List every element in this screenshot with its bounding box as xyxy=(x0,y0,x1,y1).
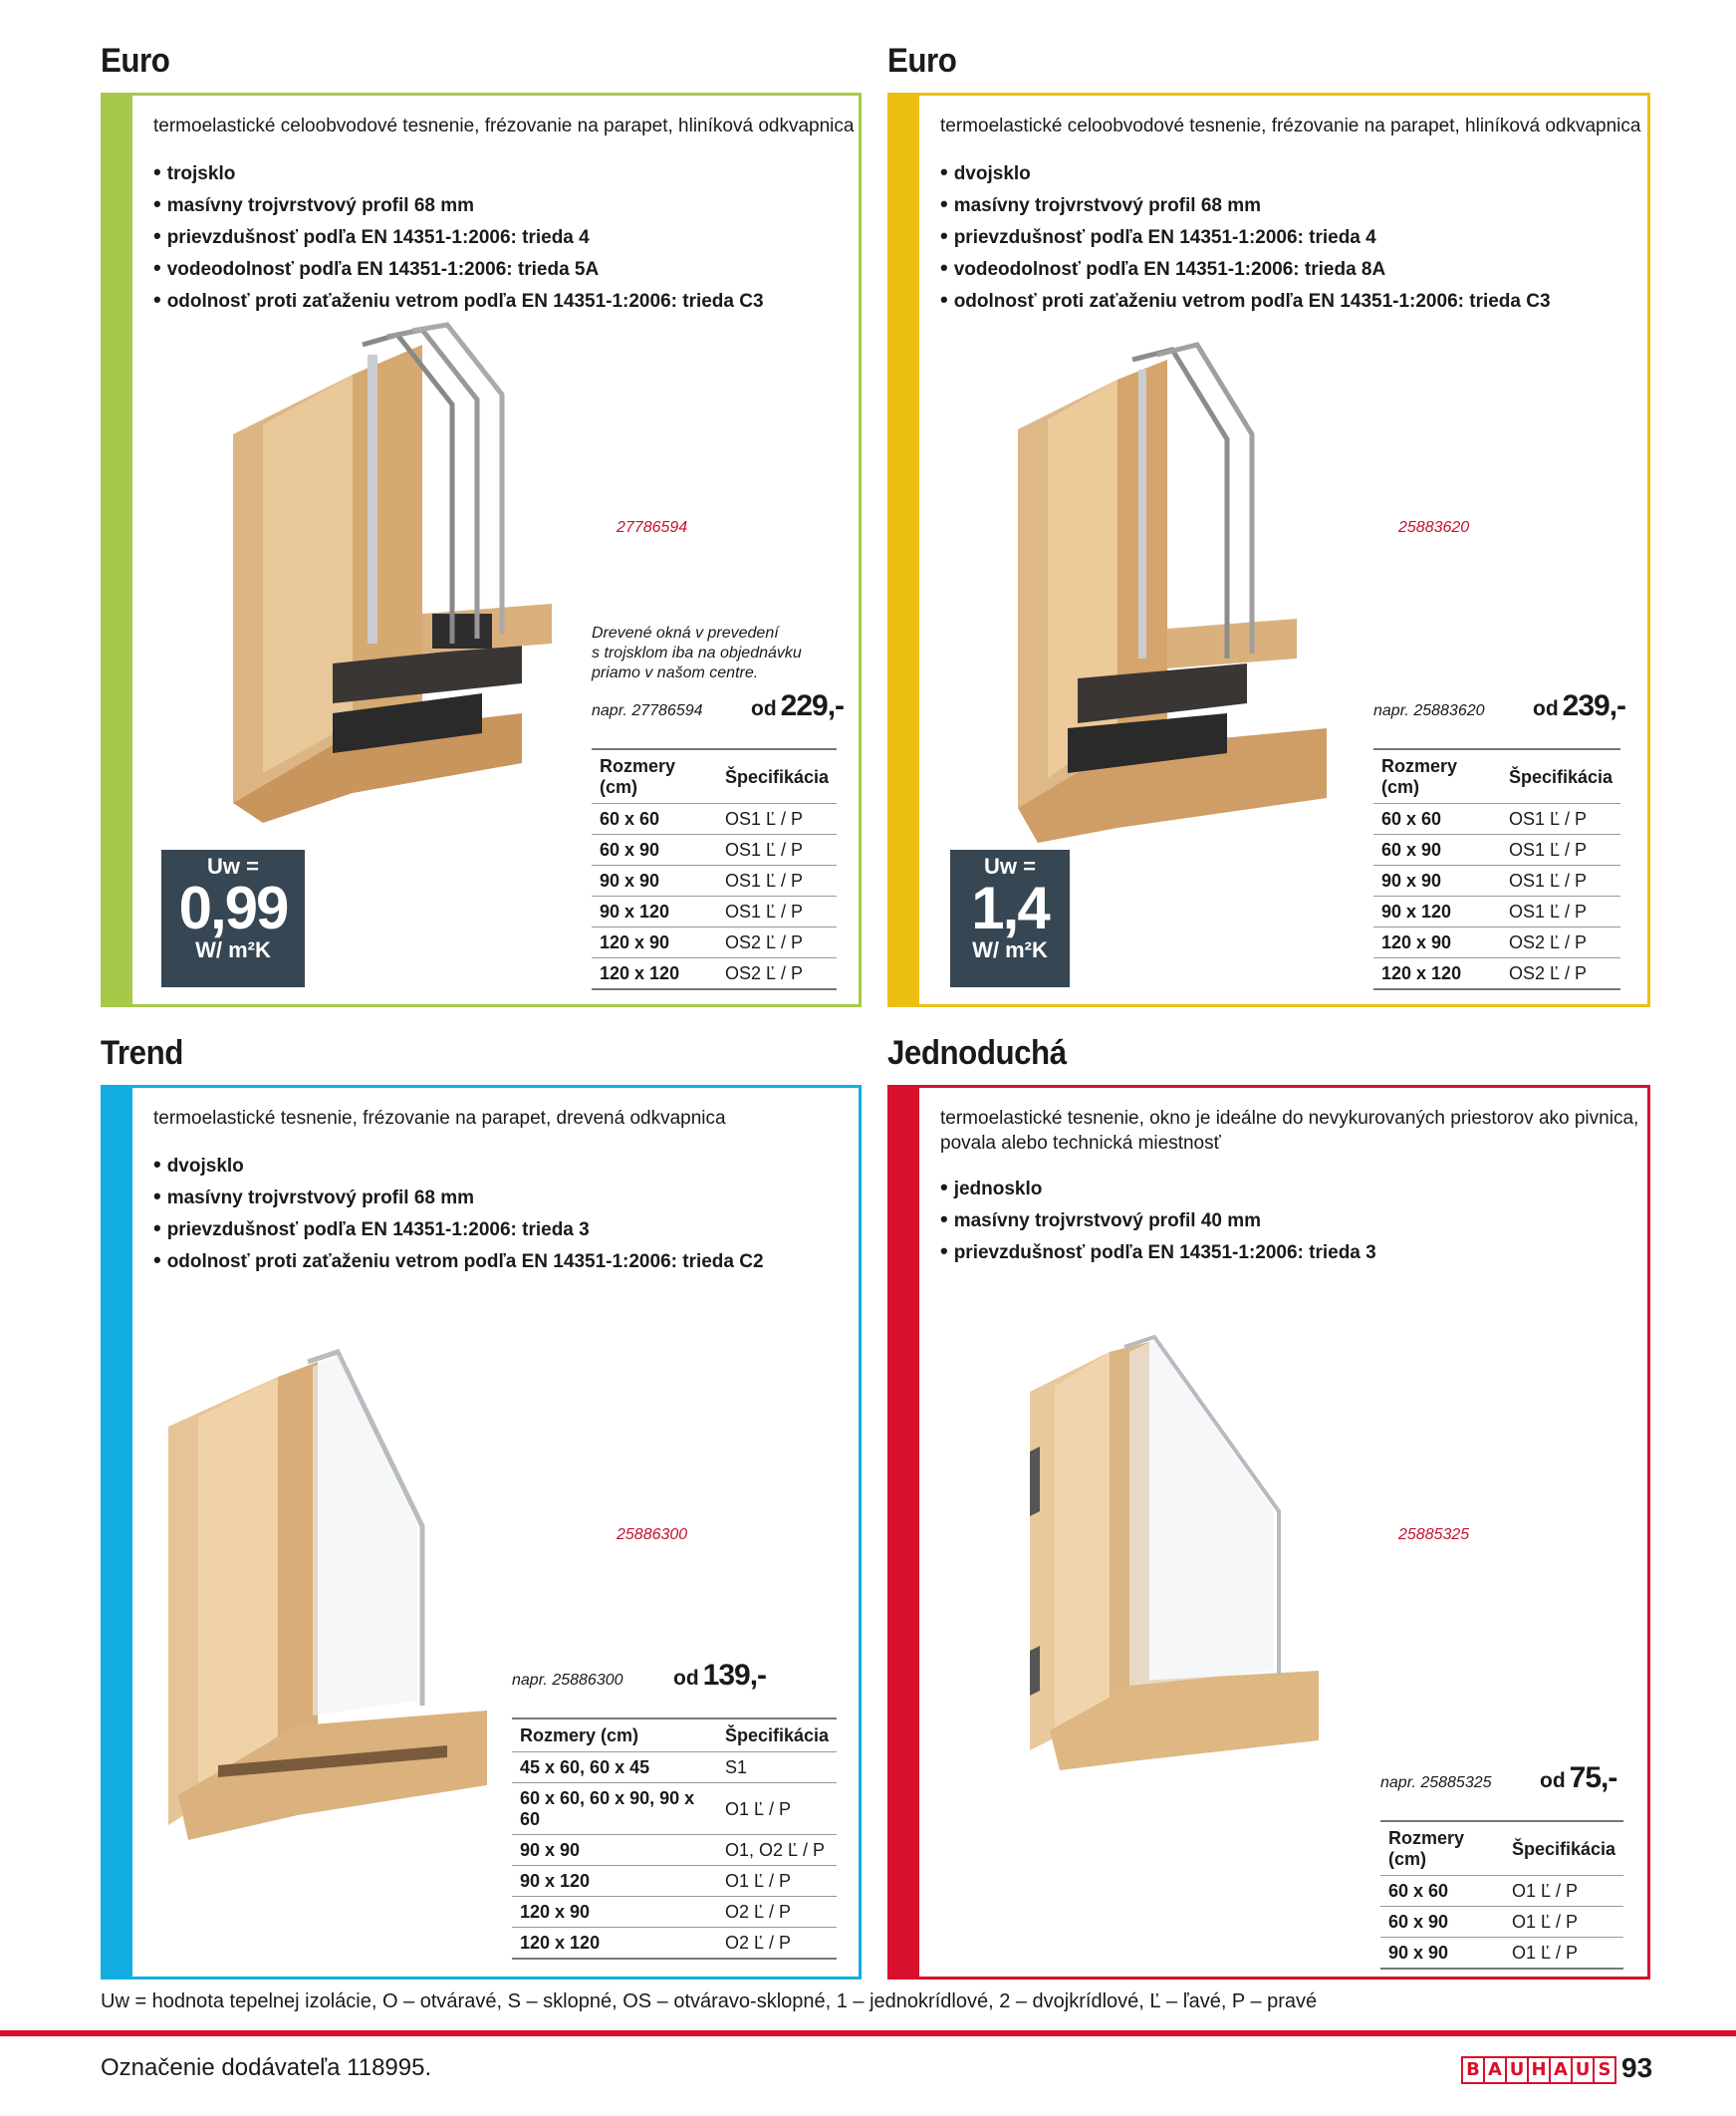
spec-table xyxy=(1373,748,1620,990)
order-note xyxy=(592,624,802,683)
table-row xyxy=(1373,866,1620,897)
logo-letter: B xyxy=(1463,2058,1483,2082)
table-cell: O1 Ľ / P xyxy=(1504,1907,1623,1938)
order-note-line: Drevené okná v prevedení xyxy=(592,625,779,642)
bauhaus-logo xyxy=(1461,2056,1616,2084)
example-article: napr. 25886300 xyxy=(512,1672,623,1689)
price-prefix: od xyxy=(1540,1769,1566,1792)
table-cell: OS2 Ľ / P xyxy=(717,927,837,958)
table-cell: 45 x 60, 60 x 45 xyxy=(512,1752,717,1783)
feature-item: • trojsklo xyxy=(153,157,764,189)
table-cell: 60 x 90 xyxy=(1373,835,1501,866)
color-stripe xyxy=(101,93,132,1007)
example-article: napr. 27786594 xyxy=(592,702,703,719)
window-profile-image xyxy=(223,315,641,833)
table-cell: 120 x 90 xyxy=(1373,927,1501,958)
feature-item: • vodeodolnosť podľa EN 14351-1:2006: trieda 5A xyxy=(153,253,764,285)
table-row xyxy=(1373,927,1620,958)
order-note-line: priamo v našom centre. xyxy=(592,664,759,681)
table-row xyxy=(512,1752,837,1783)
table-cell: OS2 Ľ / P xyxy=(1501,958,1620,990)
table-row xyxy=(1373,958,1620,990)
table-cell: 90 x 120 xyxy=(592,897,717,927)
feature-item: • masívny trojvrstvový profil 68 mm xyxy=(940,189,1551,221)
product-intro xyxy=(940,1106,1638,1156)
uw-unit: W/ m²K xyxy=(195,937,271,962)
feature-item: • odolnosť proti zaťaženiu vetrom podľa EN 14351-1:2006: trieda C2 xyxy=(153,1245,764,1277)
feature-item: • dvojsklo xyxy=(940,157,1551,189)
table-cell: 90 x 90 xyxy=(1373,866,1501,897)
color-stripe xyxy=(101,1085,132,1980)
feature-item: • masívny trojvrstvový profil 40 mm xyxy=(940,1204,1376,1236)
spec-table xyxy=(1380,1820,1623,1970)
table-cell: 60 x 60, 60 x 90, 90 x 60 xyxy=(512,1783,717,1835)
window-profile-image xyxy=(1010,1332,1329,1770)
table-cell: 60 x 90 xyxy=(1380,1907,1504,1938)
table-row xyxy=(1380,1938,1623,1970)
product-intro: termoelastické celoobvodové tesnenie, frézovanie na parapet, hliníková odkvapnica xyxy=(940,116,1641,136)
table-row xyxy=(592,927,837,958)
feature-list xyxy=(940,1173,1376,1268)
price: 75,- xyxy=(1569,1761,1617,1794)
price: 139,- xyxy=(702,1659,767,1692)
feature-item: • odolnosť proti zaťaženiu vetrom podľa EN 14351-1:2006: trieda C3 xyxy=(940,285,1551,317)
section-title-trend: Trend xyxy=(101,1034,183,1072)
table-cell: 90 x 120 xyxy=(1373,897,1501,927)
uw-unit: W/ m²K xyxy=(972,937,1048,962)
article-number: 25883620 xyxy=(1398,519,1470,536)
column-header: Špecifikácia xyxy=(1504,1821,1623,1876)
order-note-line: s trojsklom iba na objednávku xyxy=(592,645,802,661)
table-row xyxy=(592,866,837,897)
feature-item: • vodeodolnosť podľa EN 14351-1:2006: trieda 8A xyxy=(940,253,1551,285)
column-header: Rozmery (cm) xyxy=(1373,749,1501,804)
table-cell: OS1 Ľ / P xyxy=(717,835,837,866)
feature-item: • prievzdušnosť podľa EN 14351-1:2006: trieda 3 xyxy=(940,1236,1376,1268)
table-row xyxy=(512,1835,837,1866)
example-article: napr. 25885325 xyxy=(1380,1774,1492,1791)
table-cell: O1 Ľ / P xyxy=(717,1866,837,1897)
table-cell: 90 x 120 xyxy=(512,1866,717,1897)
supplier-label: Označenie dodávateľa 118995. xyxy=(101,2054,432,2081)
logo-letter: U xyxy=(1573,2058,1593,2082)
page-number: 93 xyxy=(1621,2052,1653,2083)
table-cell: OS2 Ľ / P xyxy=(1501,927,1620,958)
table-cell: 90 x 90 xyxy=(592,866,717,897)
table-row xyxy=(592,897,837,927)
article-number: 25886300 xyxy=(617,1526,688,1543)
price-line xyxy=(1380,1761,1616,1795)
logo-letter: U xyxy=(1507,2058,1527,2082)
table-cell: OS1 Ľ / P xyxy=(1501,897,1620,927)
table-row xyxy=(512,1897,837,1928)
feature-item: • odolnosť proti zaťaženiu vetrom podľa EN 14351-1:2006: trieda C3 xyxy=(153,285,764,317)
section-title-euro-double: Euro xyxy=(887,42,957,80)
table-row xyxy=(592,958,837,990)
uw-value: 0,99 xyxy=(178,875,288,941)
feature-list xyxy=(153,1150,764,1277)
table-cell: 60 x 60 xyxy=(592,804,717,835)
table-cell: 120 x 120 xyxy=(512,1928,717,1960)
table-row xyxy=(512,1928,837,1960)
example-article: napr. 25883620 xyxy=(1373,702,1485,719)
table-cell: 120 x 90 xyxy=(592,927,717,958)
table-cell: 120 x 120 xyxy=(1373,958,1501,990)
table-cell: OS1 Ľ / P xyxy=(717,866,837,897)
product-intro-line: termoelastické tesnenie, okno je ideálne do nevykurovaných priestorov ako pivnica, xyxy=(940,1108,1639,1129)
spec-table xyxy=(592,748,837,990)
uw-badge xyxy=(950,850,1070,987)
feature-list xyxy=(940,157,1551,317)
table-header-row xyxy=(1380,1821,1623,1876)
table-row xyxy=(592,835,837,866)
table-row xyxy=(1373,835,1620,866)
table-header-row xyxy=(1373,749,1620,804)
table-row xyxy=(512,1866,837,1897)
column-header: Rozmery (cm) xyxy=(512,1719,717,1752)
feature-list xyxy=(153,157,764,317)
footer-divider xyxy=(0,2030,1736,2036)
window-profile-image xyxy=(158,1327,497,1845)
table-cell: 90 x 90 xyxy=(1380,1938,1504,1970)
column-header: Špecifikácia xyxy=(1501,749,1620,804)
table-cell: 90 x 90 xyxy=(512,1835,717,1866)
price-line xyxy=(512,1659,766,1693)
table-cell: OS2 Ľ / P xyxy=(717,958,837,990)
table-cell: 60 x 60 xyxy=(1380,1876,1504,1907)
logo-letter: S xyxy=(1595,2058,1614,2082)
table-row xyxy=(512,1783,837,1835)
feature-item: • jednosklo xyxy=(940,1173,1376,1204)
table-row xyxy=(1380,1876,1623,1907)
price-prefix: od xyxy=(673,1667,699,1690)
spec-table xyxy=(512,1718,837,1960)
logo-letter: H xyxy=(1529,2058,1549,2082)
color-stripe xyxy=(887,1085,919,1980)
logo-letter: A xyxy=(1485,2058,1505,2082)
price-prefix: od xyxy=(1533,697,1559,720)
column-header: Rozmery (cm) xyxy=(592,749,717,804)
product-card-jednoducha xyxy=(887,1085,1650,1980)
table-cell: OS1 Ľ / P xyxy=(717,897,837,927)
feature-item: • masívny trojvrstvový profil 68 mm xyxy=(153,189,764,221)
price: 239,- xyxy=(1562,689,1626,722)
table-header-row xyxy=(592,749,837,804)
table-cell: O1 Ľ / P xyxy=(717,1783,837,1835)
table-cell: O1 Ľ / P xyxy=(1504,1876,1623,1907)
table-header-row xyxy=(512,1719,837,1752)
table-row xyxy=(592,804,837,835)
logo-letter: A xyxy=(1551,2058,1571,2082)
column-header: Špecifikácia xyxy=(717,1719,837,1752)
table-cell: OS1 Ľ / P xyxy=(1501,866,1620,897)
price-prefix: od xyxy=(751,697,777,720)
table-cell: OS1 Ľ / P xyxy=(1501,835,1620,866)
section-title-jednoducha: Jednoduchá xyxy=(887,1034,1067,1072)
feature-item: • prievzdušnosť podľa EN 14351-1:2006: trieda 3 xyxy=(153,1213,764,1245)
article-number: 27786594 xyxy=(617,519,688,536)
table-cell: 120 x 120 xyxy=(592,958,717,990)
feature-item: • dvojsklo xyxy=(153,1150,764,1182)
table-cell: O2 Ľ / P xyxy=(717,1928,837,1960)
table-row xyxy=(1373,804,1620,835)
product-intro: termoelastické celoobvodové tesnenie, frézovanie na parapet, hliníková odkvapnica xyxy=(153,116,855,136)
uw-label: Uw = xyxy=(984,854,1036,879)
uw-label: Uw = xyxy=(207,854,259,879)
column-header: Rozmery (cm) xyxy=(1380,1821,1504,1876)
product-card-trend xyxy=(101,1085,862,1980)
price: 229,- xyxy=(780,689,845,722)
table-cell: OS1 Ľ / P xyxy=(717,804,837,835)
table-cell: O1, O2 Ľ / P xyxy=(717,1835,837,1866)
legend-footnote: Uw = hodnota tepelnej izolácie, O – otváravé, S – sklopné, OS – otváravo-sklopné, 1 – jednokrídlové, 2 – dvojkrídlové, Ľ – ľavé, P – pravé xyxy=(101,1990,1318,2012)
uw-value: 1,4 xyxy=(971,875,1049,941)
table-cell: 60 x 90 xyxy=(592,835,717,866)
price-line xyxy=(1373,689,1625,723)
table-cell: 60 x 60 xyxy=(1373,804,1501,835)
product-intro-line: povala alebo technická miestnosť xyxy=(940,1133,1221,1154)
price-line xyxy=(592,689,844,723)
column-header: Špecifikácia xyxy=(717,749,837,804)
product-card-euro-triple xyxy=(101,93,862,1007)
feature-item: • prievzdušnosť podľa EN 14351-1:2006: trieda 4 xyxy=(940,221,1551,253)
feature-item: • prievzdušnosť podľa EN 14351-1:2006: trieda 4 xyxy=(153,221,764,253)
table-row xyxy=(1373,897,1620,927)
table-cell: OS1 Ľ / P xyxy=(1501,804,1620,835)
table-cell: 120 x 90 xyxy=(512,1897,717,1928)
feature-item: • masívny trojvrstvový profil 68 mm xyxy=(153,1182,764,1213)
table-cell: S1 xyxy=(717,1752,837,1783)
section-title-euro-triple: Euro xyxy=(101,42,170,80)
product-intro: termoelastické tesnenie, frézovanie na parapet, drevená odkvapnica xyxy=(153,1108,726,1129)
product-card-euro-double xyxy=(887,93,1650,1007)
table-cell: O1 Ľ / P xyxy=(1504,1938,1623,1970)
window-profile-image xyxy=(1008,330,1337,848)
table-cell: O2 Ľ / P xyxy=(717,1897,837,1928)
uw-badge xyxy=(161,850,305,987)
article-number: 25885325 xyxy=(1398,1526,1470,1543)
table-row xyxy=(1380,1907,1623,1938)
color-stripe xyxy=(887,93,919,1007)
